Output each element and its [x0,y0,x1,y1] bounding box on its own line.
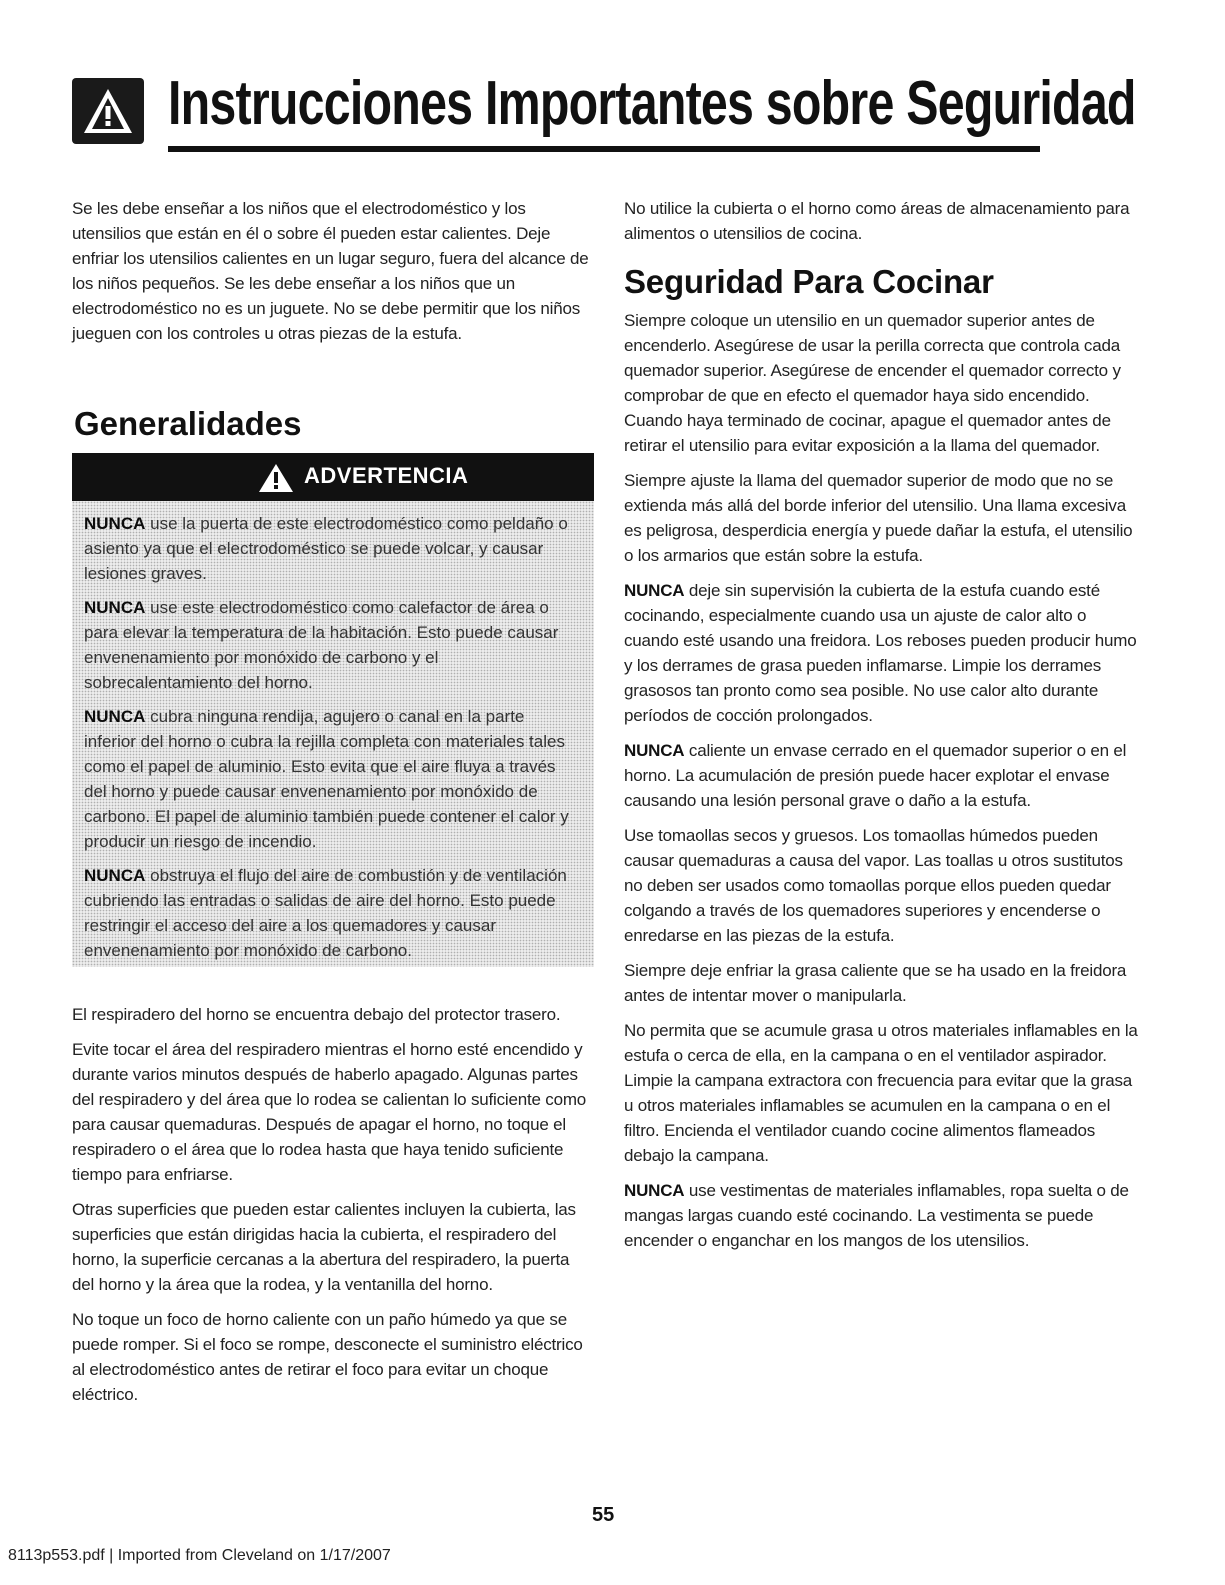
keyword: NUNCA [624,1181,685,1200]
body-paragraph: El respiradero del horno se encuentra debajo del protector trasero. [72,1005,561,1024]
warning-body [72,501,594,967]
body-paragraph: No permita que se acumule grasa u otros materiales inflamables en la estufa o cerca de ella, en la campana o en el ventilador aspirador. Limpie la campana extractora con frecuencia para evitar que la grasa u otros materiales inflamables se acumulen en la campana o en el filtro. Encienda el ventilador cuando cocine alimentos flameados debajo la campana. [624,1021,1138,1165]
body-paragraph: No toque un foco de horno caliente con un paño húmedo ya que se puede romper. Si el foco se rompe, desconecte el suministro eléctrico al electrodoméstico antes de retirar el foco para evitar un choque eléctrico. [72,1310,583,1404]
keyword: NUNCA [624,741,685,760]
section-heading-generalidades: Generalidades [74,405,302,442]
body-paragraph: No utilice la cubierta o el horno como áreas de almacenamiento para alimentos o utensilios de cocina. [624,199,1130,243]
warning-triangle-icon [72,78,144,144]
warning-header [72,453,594,501]
warning-item [84,511,580,586]
warning-keyword: NUNCA [84,514,146,533]
warning-keyword: NUNCA [84,707,146,726]
body-paragraph [624,578,1144,728]
paragraph-text: caliente un envase cerrado en el quemador superior o en el horno. La acumulación de presión puede hacer explotar el envase causando una lesión personal grave o daño a la estufa. [624,741,1127,810]
warning-item [84,863,580,963]
warning-box [72,453,594,987]
body-paragraph: Siempre deje enfriar la grasa caliente que se ha usado en la freidora antes de intentar mover o manipularla. [624,961,1127,1005]
warning-text: use la puerta de este electrodoméstico como peldaño o asiento ya que el electrodoméstico se puede volcar, y causar lesiones graves. [84,514,568,583]
warning-text: obstruya el flujo del aire de combustión y de ventilación cubriendo las entradas o salidas de aire del horno. Esto puede restringir el acceso del aire a los quemadores y causar envenenamiento por monóxido de carbono. [84,866,567,960]
body-paragraph [624,1178,1144,1253]
warning-text: use este electrodoméstico como calefactor de área o para elevar la temperatura de la habitación. Esto puede causar envenenamiento por monóxido de carbono y el sobrecalentamiento del horno. [84,598,559,692]
warning-keyword: NUNCA [84,598,146,617]
warning-label: ADVERTENCIA [304,463,469,488]
paragraph-text: deje sin supervisión la cubierta de la estufa cuando esté cocinando, especialmente cuando usa un ajuste de calor alto o cuando esté usando una freidora. Los reboses pueden producir humo y los derrames de grasa pueden inflamarse. Limpie los derrames grasosos tan pronto como sea posible. No use calor alto durante períodos de cocción prolongados. [624,581,1137,725]
paragraph-text: use vestimentas de materiales inflamables, ropa suelta o de mangas largas cuando esté cocinando. La vestimenta se puede encender o enganchar en los mangos de los utensilios. [624,1181,1129,1250]
intro-paragraph: Se les debe enseñar a los niños que el electrodoméstico y los utensilios que están en él o sobre él pueden estar calientes. Deje enfriar los utensilios calientes en un lugar seguro, fuera del alcance de los niños pequeños. Se les debe enseñar a los niños que un electrodoméstico no es un juguete. No se debe permitir que los niños jueguen con los controles u otras piezas de la estufa. [72,199,589,343]
body-paragraph [624,738,1144,813]
warning-keyword: NUNCA [84,866,146,885]
body-paragraph: Evite tocar el área del respiradero mientras el horno esté encendido y durante varios minutos después de haberlo apagado. Algunas partes del respiradero y del área que lo rodea se calientan lo suficiente como para causar quemaduras. Después de apagar el horno, no toque el respiradero o el área que lo rodea hasta que haya tenido suficiente tiempo para enfriarse. [72,1040,587,1184]
body-paragraph: Otras superficies que pueden estar calientes incluyen la cubierta, las superficies que están dirigidas hacia la cubierta, el respiradero del horno, la superficie cercanas a la abertura del respiradero, la puerta del horno y la área que la rodea, y la ventanilla del horno. [72,1200,576,1294]
page-title: Instrucciones Importantes sobre Seguridad [168,69,1136,138]
right-column [624,196,1144,1263]
warning-icon [258,463,294,493]
body-paragraph: Siempre ajuste la llama del quemador superior de modo que no se extienda más allá del borde inferior del utensilio. Una llama excesiva es peligrosa, desperdicia energía y puede dañar la estufa, el utensilio o los armarios que están sobre la estufa. [624,471,1133,565]
title-rule [168,146,1040,152]
body-paragraph: Siempre coloque un utensilio en un quemador superior antes de encenderlo. Asegúrese de usar la perilla correcta que controla cada quemador superior. Asegúrese de encender el quemador correcto y comprobar de que en efecto el quemador haya sido encendido. Cuando haya terminado de cocinar, apague el quemador antes de retirar el utensilio para evitar exposición a la llama del quemador. [624,311,1121,455]
footer-note: 8113p553.pdf | Imported from Cleveland on 1/17/2007 [8,1547,391,1564]
warning-text: cubra ninguna rendija, agujero o canal en la parte inferior del horno o cubra la rejilla completa con materiales tales como el papel de aluminio. Esto evita que el aire fluya a través del horno y puede causar envenenamiento por monóxido de carbono. El papel de aluminio también puede contener el calor y producir un riesgo de incendio. [84,707,569,851]
page-header [72,64,1136,156]
body-paragraph: Use tomaollas secos y gruesos. Los tomaollas húmedos pueden causar quemaduras a causa del vapor. Las toallas u otros sustitutos no deben ser usados como tomaollas porque ellos pueden quedar colgando a través de los quemadores superiores y encenderse o enredarse en las piezas de la estufa. [624,826,1123,945]
left-intro [72,196,594,356]
left-lower-text [72,1002,594,1417]
section-heading-seguridad-cocinar: Seguridad Para Cocinar [624,263,994,300]
warning-item [84,704,580,854]
keyword: NUNCA [624,581,685,600]
page-number: 55 [592,1504,615,1526]
warning-item [84,595,580,695]
